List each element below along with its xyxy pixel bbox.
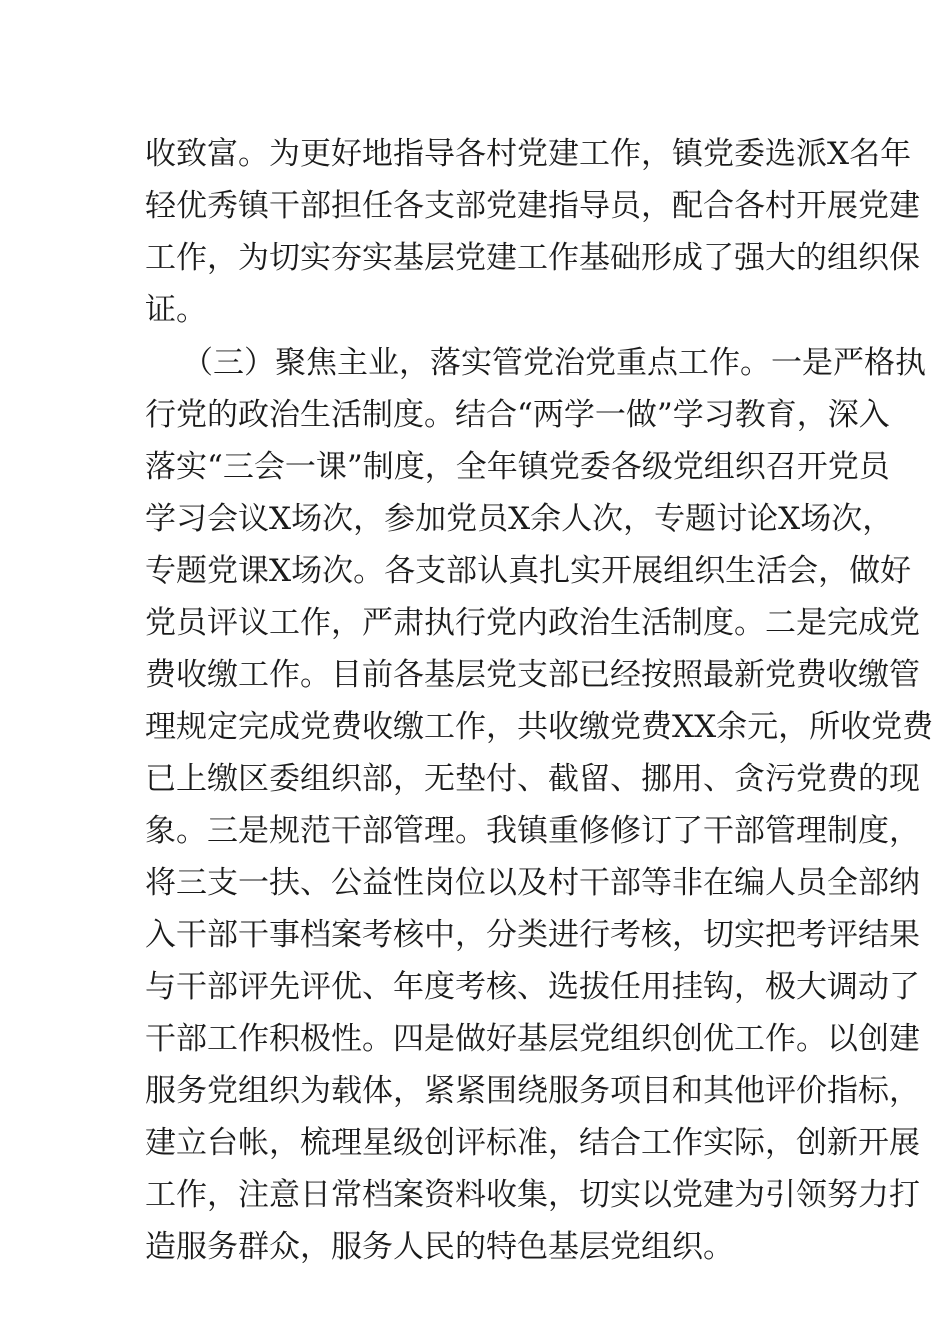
text-line: 证。 (145, 292, 207, 328)
text-line: 干部工作积极性。四是做好基层党组织创优工作。以创建 (145, 1021, 920, 1057)
text-line: 工作，为切实夯实基层党建工作基础形成了强大的组织保 (145, 240, 920, 276)
text-line: 学习会议X场次，参加党员X余人次，专题讨论X场次， (145, 501, 894, 537)
section-heading-line: （三）聚焦主业，落实管党治党重点工作。一是严格执 (182, 345, 926, 381)
text-line: 象。三是规范干部管理。我镇重修修订了干部管理制度， (145, 813, 920, 849)
text-line: 已上缴区委组织部，无垫付、截留、挪用、贪污党费的现 (145, 761, 920, 797)
text-line: 将三支一扶、公益性岗位以及村干部等非在编人员全部纳 (145, 865, 920, 901)
text-line: 收致富。为更好地指导各村党建工作，镇党委选派X名年 (145, 136, 912, 172)
text-line: 轻优秀镇干部担任各支部党建指导员，配合各村开展党建 (145, 188, 920, 224)
text-line: 行党的政治生活制度。结合“两学一做”学习教育，深入 (145, 397, 890, 433)
text-line: 党员评议工作，严肃执行党内政治生活制度。二是完成党 (145, 605, 920, 641)
text-line: 与干部评先评优、年度考核、选拔任用挂钩，极大调动了 (145, 969, 920, 1005)
text-line: 服务党组织为载体，紧紧围绕服务项目和其他评价指标， (145, 1073, 920, 1109)
text-line: 工作，注意日常档案资料收集，切实以党建为引领努力打 (145, 1177, 920, 1213)
text-line: 落实“三会一课”制度，全年镇党委各级党组织召开党员 (145, 449, 890, 485)
text-line: 费收缴工作。目前各基层党支部已经按照最新党费收缴管 (145, 657, 920, 693)
text-line: 建立台帐，梳理星级创评标准，结合工作实际，创新开展 (145, 1125, 920, 1161)
text-line: 专题党课X场次。各支部认真扎实开展组织生活会，做好 (145, 553, 912, 589)
text-line: 理规定完成党费收缴工作，共收缴党费XX余元，所收党费 (145, 709, 934, 745)
text-line: 造服务群众，服务人民的特色基层党组织。 (145, 1229, 734, 1265)
text-line: 入干部干事档案考核中，分类进行考核，切实把考评结果 (145, 917, 920, 953)
